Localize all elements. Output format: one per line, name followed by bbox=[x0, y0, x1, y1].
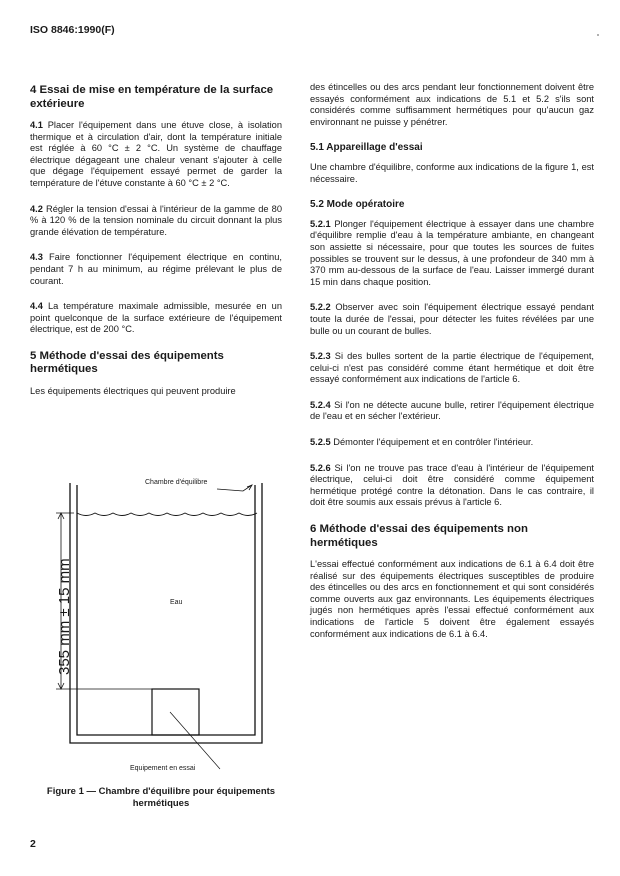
clause-4-3 bbox=[30, 252, 282, 287]
clause-5-2-2 bbox=[310, 302, 594, 337]
clause-number: 5.2.2 bbox=[310, 302, 331, 313]
section-5-title: 5 Méthode d'essai des équipements hermétiques bbox=[30, 349, 224, 376]
section-4-title: 4 Essai de mise en température de la surface extérieure bbox=[30, 84, 274, 110]
clause-5-2-6 bbox=[310, 463, 594, 509]
clause-5-2-1 bbox=[310, 219, 594, 289]
clause-text: Faire fonctionner l'équipement électrique en continu, pendant 7 h au minimum, au régime prélevant le plus de courant. bbox=[30, 252, 282, 286]
clause-number: 4.2 bbox=[30, 203, 43, 214]
chamber-label: Chambre d'équilibre bbox=[145, 479, 208, 486]
clause-number: 5.2.1 bbox=[310, 218, 331, 229]
section-6-title: 6 Méthode d'essai des équipements non hermétiques bbox=[310, 523, 528, 549]
section-5-continued: des étincelles ou des arcs pendant leur fonctionnement doivent être essayés conformément aux indications de 5.1 et 5.2 s'ils sont considérés comme suffisamment hermétiques pour qu'aucun gaz environnant ne puisse y pénétrer. bbox=[310, 82, 594, 127]
section-6-text: L'essai effectué conformément aux indications de 6.1 à 6.4 doit être réalisé sur des équipements électriques susceptibles de produire des étincelles ou des arcs en fonctionnement et qui sont considérés comme ouverts aux gaz environnants. Les équipements électriques jugés non hermétiques après l'essai effectué conformément aux indications de l'article 5 doivent être également essayés conformément aux indications de 6.1 à 6.4. bbox=[310, 559, 594, 639]
clause-text: Plonger l'équipement électrique à essayer dans une chambre d'équilibre remplie d'eau à la température ambiante, en changeant son assiette si nécessaire, pour que toutes les sources de fuites possibles se trouvent sur le dessus, à une profondeur de 340 mm à 370 mm au-dessous de la surface de l'eau. Laisser immergé durant 15 min dans chaque position. bbox=[310, 218, 594, 287]
clause-number: 5.2.4 bbox=[310, 399, 331, 410]
clause-4-4 bbox=[30, 301, 282, 336]
clause-5-2-5 bbox=[310, 437, 594, 449]
section-5-1-text: Une chambre d'équilibre, conforme aux indications de la figure 1, est nécessaire. bbox=[310, 161, 594, 184]
clause-5-2-4 bbox=[310, 400, 594, 423]
figure-1 bbox=[30, 475, 292, 775]
left-column bbox=[30, 84, 282, 412]
clause-text: La température maximale admissible, mesurée en un point quelconque de la surface extérieure de l'équipement électrique, est de 200 °C. bbox=[30, 301, 282, 335]
clause-text: Si l'on ne trouve pas trace d'eau à l'intérieur de l'équipement électrique, celui-ci doit être considéré comme équipement hermétique protégé contre la détonation. Dans le cas contraire, il doit être soumis aux essais prévus à l'article 6. bbox=[310, 462, 594, 508]
section-5-1-title: 5.1 Appareillage d'essai bbox=[310, 142, 423, 154]
section-5-intro: Les équipements électriques qui peuvent produire bbox=[30, 385, 236, 396]
section-5-2-title: 5.2 Mode opératoire bbox=[310, 199, 405, 211]
depth-dimension-label: 355 mm ± 15 mm bbox=[56, 558, 73, 675]
figure-caption: Figure 1 — Chambre d'équilibre pour équipements hermétiques bbox=[46, 786, 276, 809]
page-number: 2 bbox=[30, 838, 36, 850]
clause-number: 4.1 bbox=[30, 120, 43, 130]
clause-number: 5.2.6 bbox=[310, 462, 331, 473]
clause-text: Régler la tension d'essai à l'intérieur de la gamme de 80 % à 120 % de la tension nominale du circuit donnant la plus grande élévation de température. bbox=[30, 203, 282, 237]
equipment-label: Equipement en essai bbox=[130, 765, 196, 772]
clause-text: Si l'on ne détecte aucune bulle, retirer l'équipement électrique de l'eau et en sécher l'extérieur. bbox=[310, 399, 594, 422]
clause-4-1 bbox=[30, 120, 282, 190]
right-column bbox=[310, 82, 594, 654]
clause-5-2-3 bbox=[310, 351, 594, 386]
clause-text: Démonter l'équipement et en contrôler l'intérieur. bbox=[333, 437, 534, 448]
standard-id: ISO 8846:1990(F) bbox=[30, 24, 115, 36]
clause-number: 4.3 bbox=[30, 252, 43, 263]
clause-text: Si des bulles sortent de la partie électrique de l'équipement, celui-ci n'est pas considéré comme étant hermétique et doit être essayé conformément aux indications de l'article 6. bbox=[310, 351, 594, 385]
clause-text: Observer avec soin l'équipement électrique essayé pendant toute la durée de l'essai, pour détecter les fuites révélées par une bulle ou un courant de bulles. bbox=[310, 302, 594, 336]
clause-4-2 bbox=[30, 204, 282, 239]
clause-number: 5.2.5 bbox=[310, 437, 331, 448]
clause-text: Placer l'équipement dans une étuve close, à isolation thermique et à circulation d'air, dont la température initiale est réglée à 60 °C ± 2 °C. Un système de chauffage électrique dégageant une chaleur venant s'ajouter à celle que dégage l'équipement essayé permet de garder la température de l'étuve constante à 60 °C ± 2 °C. bbox=[30, 120, 282, 188]
water-label: Eau bbox=[170, 599, 183, 606]
clause-number: 5.2.3 bbox=[310, 351, 331, 362]
clause-number: 4.4 bbox=[30, 301, 43, 312]
scan-speck bbox=[597, 34, 599, 36]
